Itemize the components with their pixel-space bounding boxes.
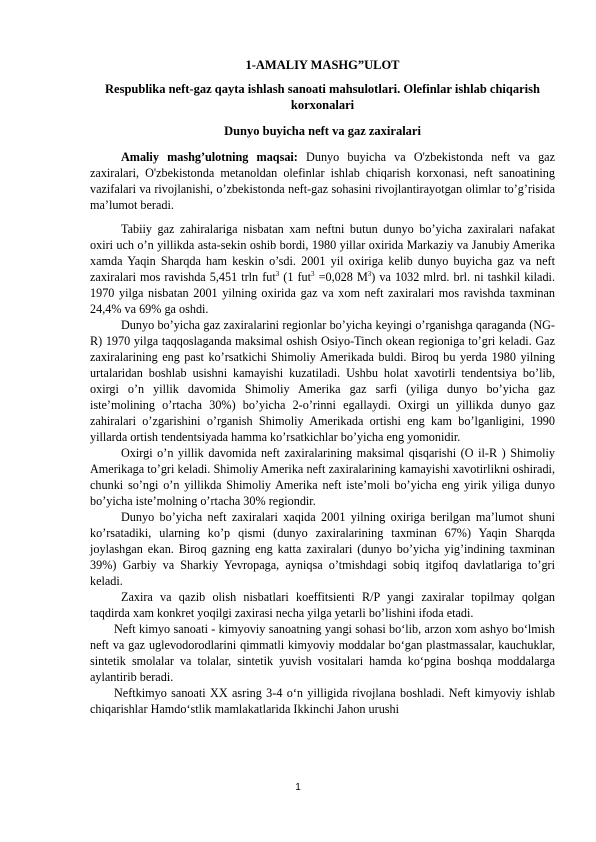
paragraph-6: Neft kimyo sanoati - kimyoviy sanoatning yangi sohasi bo‘lib, arzon xom ashyo bo‘lmish neft va gaz uglevodorodlarini qimmatli kimyoviy moddalar bo‘gan plastmassalar, kauchuklar, sintetik smolalar va tolalar, sintetik yuvish vositalari hamda ko‘pgina boshqa moddalarga aylantirib beradi. [90,622,555,684]
document-title: 1-AMALIY MASHG”ULOT [245,58,400,72]
paragraph-1-text-c: =0,028 M [314,270,368,284]
paragraph-1-text-a: Tabiiy gaz zahiralariga nisbatan xam neftni butun dunyo bo’yicha zaxiralari nafakat oxiri uch o’n yillikda asta-sekin oshib bordi, 1980 yillar oxirida Markaziy va Janubiy Amerika xamda Yaqin Sharqda ham keskin o’sdi. 2001 yil oxiriga kelib dunyo buyicha gaz va neft zaxiralari mos ravishda 5,451 trln fut [90,222,555,284]
paragraph-2: Dunyo bo’yicha gaz zaxiralarini regionlar bo’yicha keyingi o’rganishga qaraganda (NG-R) 1970 yilga taqqoslaganda maksimal oshish Osiyo-Tinch okean regioniga to’gri keladi. Gaz zaxiralarining eng past ko’rsatkichi Shimoliy Amerikada buldi. Biroq bu yerda 1980 yilning urtalaridan boshlab usishni kamayishi kuzatiladi. Ushbu holat xavotirli tendentsiya bo’lib, oxirgi o’n yillik davomida Shimoliy Amerika gaz sarfi (yiliga dunyo bo’yicha gaz iste’molining o’rtacha 30%) bo’yicha 2-o’rinni egallaydi. Oxirgi un yillikda dunyo gaz zahiralari o’zgarishini o’rganish Shimoliy Amerikada ortishi eng kam bo’lganligini, 1990 yillarda ortish tendentsiyada hamma ko’rsatkichlar bo’yicha eng yomonidir. [90,318,555,444]
purpose-paragraph [90,149,555,213]
paragraph-1 [90,221,555,317]
page-content [90,57,555,717]
purpose-text: Dunyo buyicha va O'zbekistonda neft va gaz zaxiralari, O'zbekistonda metanoldan olefinlar ishlab chiqarish korxonasi, neft sanoatining vazifalari va rivojlanishi, o’zbekistonda neft-gaz sohasini rivojlantirayotgan olimlar to’g’risida ma’lumot beradi. [90,150,555,212]
paragraph-5: Zaxira va qazib olish nisbatlari koeffitsienti R/P yangi zaxiralar topilmay qolgan taqdirda xam konkret yoqilgi zaxirasi necha yilga yetarli bo’lishini ifoda etadi. [90,590,555,620]
paragraph-7: Neftkimyo sanoati XX asring 3-4 o‘n yilligida rivojlana boshladi. Neft kimyoviy ishlab chiqarishlar Hamdo‘stlik mamlakatlarida Ikkinchi Jahon urushi [90,686,555,716]
superscript: 3 [275,269,280,278]
superscript: 3 [311,269,315,278]
section-heading: Dunyo buyicha neft va gaz zaxiralari [224,124,421,138]
purpose-label: Amaliy mashg’ulotning maqsai: [121,150,298,164]
document-subtitle: Respublika neft-gaz qayta ishlash sanoati mahsulotlari. Olefinlar ishlab chiqarish korxonalari [105,82,540,112]
paragraph-1-text-b: (1 fut [279,270,312,284]
paragraph-1-text-d: ) va 1032 mlrd. brl. ni tashkil kiladi. 1970 yilga nisbatan 2001 yilning oxirida gaz va xom neft zaxiralari mos ravishda taxminan 24,4% va 69% ga oshdi. [90,270,555,316]
paragraph-4: Dunyo bo’yicha neft zaxiralari xaqida 2001 yilning oxiriga berilgan ma’lumot shuni ko’rsatadiki, ularning ko’p qismi (dunyo zaxiralarining taxminan 67%) Yaqin Sharqda joylashgan ekan. Biroq gazning eng katta zaxiralari (dunyo bo’yicha yig’indining taxminan 39%) Garbiy va Sharkiy Yevropaga, ayniqsa o’tmishdagi sobiq itgifoq davlatlariga to’gri keladi. [90,510,555,588]
superscript: 3 [367,269,372,278]
paragraph-3: Oxirgi o’n yillik davomida neft zaxiralarining maksimal qisqarishi (O il-R ) Shimoliy Amerikaga to’gri keladi. Shimoliy Amerika neft zaxiralarining kamayishi xavotirlikni oshiradi, chunki so’ngi o’n yillikda Shimoliy Amerika neft iste’moli bo’yicha eng yirik yiliga dunyo bo’yicha iste’molning o’rtacha 30% regiondir. [90,446,555,508]
page-number: 1 [295,782,301,793]
